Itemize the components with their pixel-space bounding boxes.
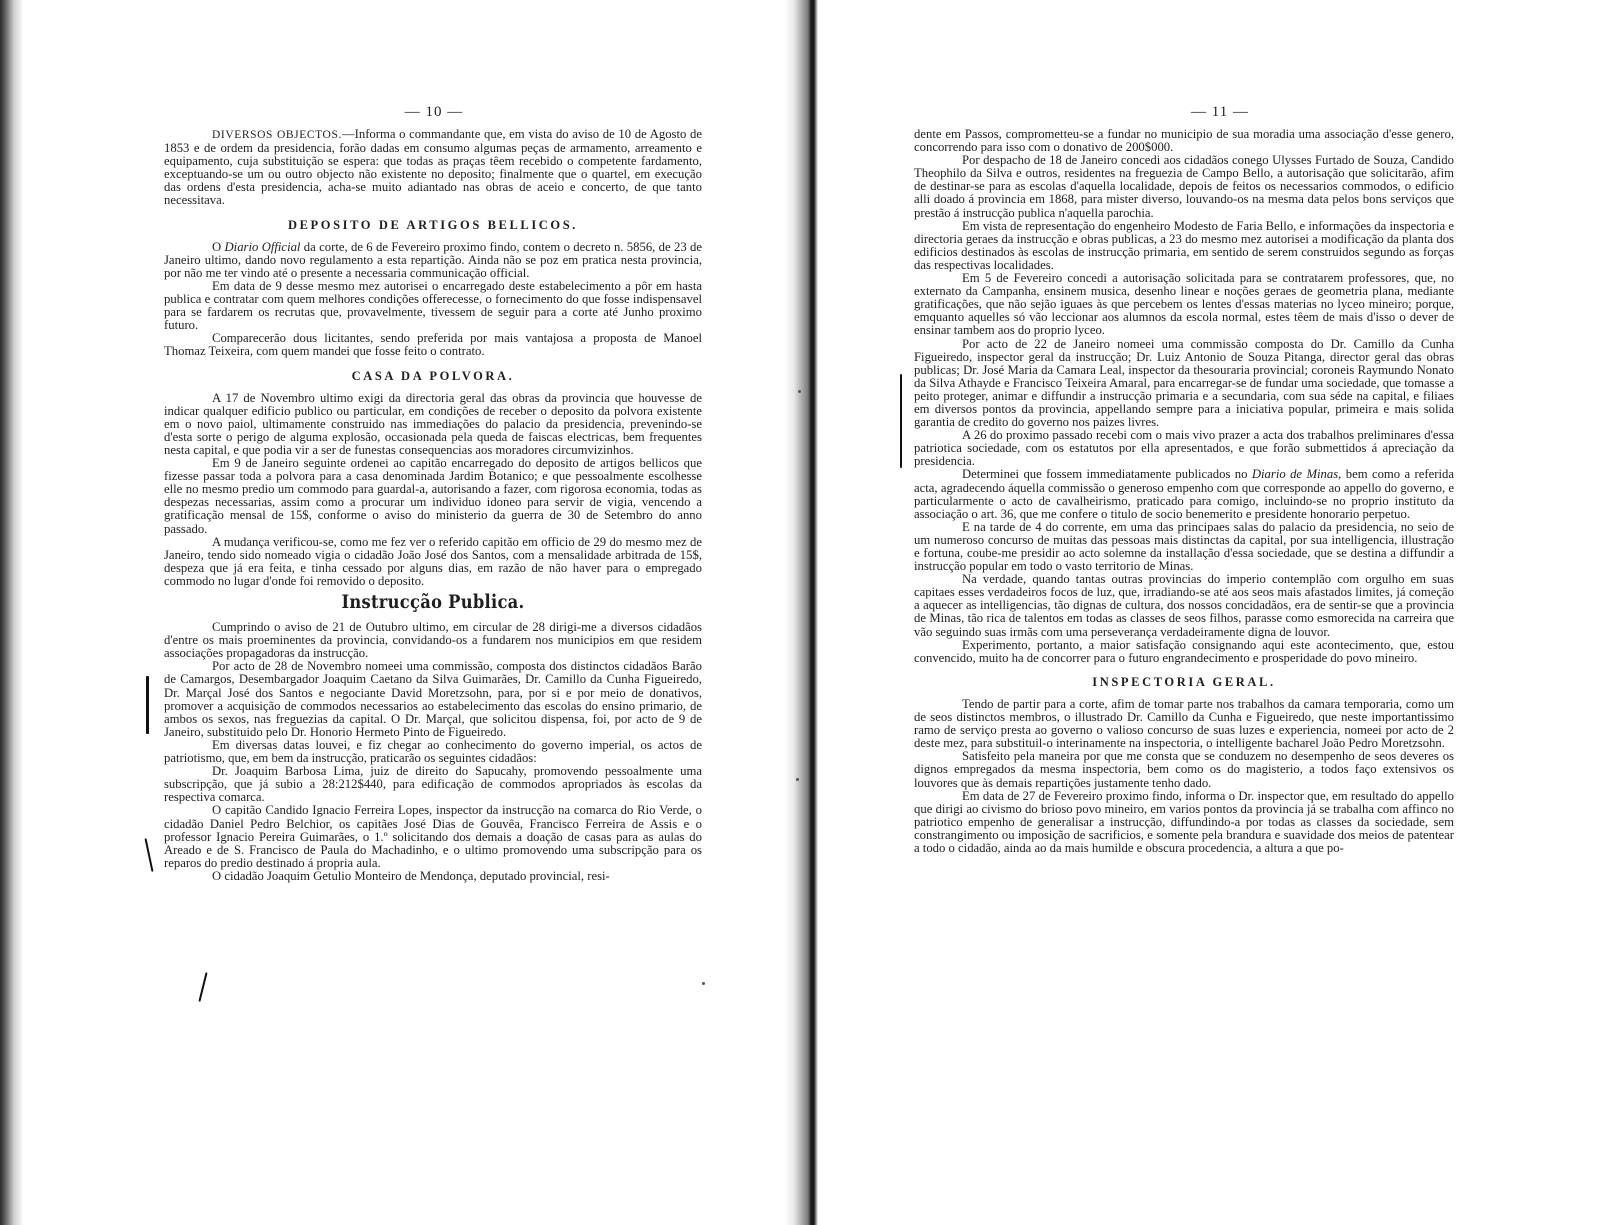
paragraph: dente em Passos, comprometteu-se a fundar no municipio de sua moradia uma associação d'esse genero, concorrendo para isso com o donativo de 200$000. <box>914 127 1454 155</box>
paragraph: A mudança verificou-se, como me fez ver o referido capitão em officio de 29 do mesmo mez de Janeiro, tendo sido nomeado vigia o cidadão João José dos Santos, com a mensalidade arbitrada de 15$, despeza que já era feita, e tinha cessado por alguns dias, em razão de não haver para o empregado commodo no lugar d'onde foi removido o deposito. <box>164 534 702 588</box>
text-column <box>164 128 702 883</box>
page-edge-shadow <box>0 0 22 1225</box>
paragraph: Em data de 27 de Fevereiro proximo findo, informa o Dr. inspector que, em resultado do appello que dirigi ao civismo do brioso povo mineiro, em varios pontos da provincia já se trabalha com affinco no patriotico empenho de generalisar a instrucção, diffundindo-a por todas as classes da sociedade, sem constrangimento ou imposição de sacrificios, e somente pela brandura e suavidade dos meios de patentear a todo o cidadão, ainda ao da mais humilde e obscura procedencia, a altura a que po- <box>914 788 1454 855</box>
page-number: — 10 — <box>404 104 464 120</box>
section-heading: CASA DA POLVORA. <box>351 368 515 383</box>
paragraph: Cumprindo o aviso de 21 de Outubro ultimo, em circular de 28 dirigi-me a diversos cidadãos d'entre os mais proeminentes da provincia, convidando-os a fundarem nos municipios em que residem associações propagadoras da instrucção. <box>164 620 702 661</box>
paragraph: Por despacho de 18 de Janeiro concedi aos cidadãos conego Ulysses Furtado de Souza, Candido Theophilo da Silva e outros, residentes na freguezia de Campo Bello, a autorisação que solicitarão, afim de destinar-se para as escolas d'aquella localidade, depois de feitos os necessarios commodos, o edificio alli doado á provincia em 1868, para mister diverso, louvando-os na mesma data pelos bons serviços que prestão á instrucção publica n'aquella parochia. <box>914 153 1454 220</box>
margin-dot <box>702 982 705 985</box>
paragraph: Comparecerão dous licitantes, sendo preferida por mais vantajosa a proposta de Manoel Thomaz Teixeira, com quem mandei que fosse feito o contrato. <box>164 331 702 359</box>
margin-dot <box>796 778 799 781</box>
margin-mark <box>146 676 149 734</box>
left-page <box>22 0 784 1225</box>
margin-mark <box>198 972 207 1002</box>
paragraph: O capitão Candido Ignacio Ferreira Lopes, inspector da instrucção na comarca do Rio Verde, o cidadão Daniel Pedro Belchior, os capitães José Dias de Gouvêa, Francisco Ferreira de Assis e o professor Ignacio Pereira Guimarães, o 1.º solicitando dos demais a doação de casas para as aulas do Areado e de S. Francisco de Paula do Machadinho, e o ultimo promovendo uma subscripção para os reparos do predio destinado á propria aula. <box>164 803 702 870</box>
paragraph: Em 9 de Janeiro seguinte ordenei ao capitão encarregado do deposito de artigos bellicos que fizesse passar toda a polvora para a casa denominada Jardim Botanico; e que pessoalmente escolhesse elle no mesmo predio um commodo para guardal-a, autorisando a fazer, com rigorosa economia, todas as despezas necessarias, assim como a procurar um individuo idoneo para servir de vigia, vencendo a gratificação mensal de 15$, conforme o aviso do ministerio da guerra de 30 de Setembro do anno passado. <box>164 456 702 536</box>
paragraph: Na verdade, quando tantas outras provincias do imperio contemplão com orgulho em suas capitaes esses verdadeiros focos de luz, que, irradiando-se até aos seos mais afastados limites, já começão a aquecer as intelligencias, tão dignas de cultura, dos nossos concidadãos, era de sentir-se que a provincia de Minas, tão rica de talentos em todas as classes de seos filhos, parasse como esmorecida na carreira que vão seguindo suas irmãs com uma perseverança verdadeiramente digna de louvor. <box>914 572 1454 639</box>
book-gutter <box>784 0 818 1225</box>
page-number: — 11 — <box>1191 104 1249 120</box>
paragraph: Tendo de partir para a corte, afim de tomar parte nos trabalhos da camara temporaria, como um de seos distinctos membros, o illustrado Dr. Camillo da Cunha e Figueiredo, que neste importantissimo ramo de serviço presta ao governo o valioso concurso de suas luzes e experiencia, nomeei por acto de 2 deste mez, para substituil-o interinamente na inspectoria, o intelligente bacharel João Pedro Moretzsohn. <box>914 696 1454 751</box>
paragraph: Em diversas datas louvei, e fiz chegar ao conhecimento do governo imperial, os actos de patriotismo, que, em bem da instrucção, praticarão os seguintes cidadãos: <box>164 737 702 766</box>
section-heading: DEPOSITO DE ARTIGOS BELLICOS. <box>287 217 579 232</box>
text-column <box>914 128 1454 855</box>
paragraph: Por acto de 28 de Novembro nomeei uma commissão, composta dos distinctos cidadãos Barão de Camargos, Desembargador Joaquim Caetano da Silva Guimarães, Dr. Camillo da Cunha Figueiredo, Dr. Marçal José dos Santos e negociante David Moretzsohn, para, por si e por meio de donativos, promover a acquisição de commodos necessarios ao estabelecimento das escolas do ensino primario, de ambos os sexos, nas freguezias da capital. O Dr. Marçal, que solicitou dispensa, foi, por acto de 9 de Janeiro, substituido pelo Dr. Honorio Hermeto Pinto de Figueiredo. <box>164 659 702 739</box>
paragraph: Em data de 9 desse mesmo mez autorisei o encarregado deste estabelecimento a pôr em hasta publica e contratar com quem melhores condições offerecesse, o fornecimento do que fosse indispensavel para se fardarem os recrutas que, provavelmente, tivessem de seguir para a corte até Junho proximo futuro. <box>164 278 702 333</box>
chapter-heading: Instrucção Publica. <box>341 591 525 613</box>
paragraph: A 17 de Novembro ultimo exigi da directoria geral das obras da provincia que houvesse de indicar qualquer edificio publico ou particular, em condições de receber o deposito da polvora existente em o novo paiol, ultimamente construido nas immediações do palacio da presidencia, prevenindo-se d'esta sorte o perigo de alguma explosão, occasionada pela queda de faiscas electricas, bem frequentes nesta capital, e que podia vir a ser de funestas consequencias aos moradores circumvizinhos. <box>164 390 702 457</box>
paragraph: O Diario Official da corte, de 6 de Fevereiro proximo findo, contem o decreto n. 5856, de 23 de Janeiro ultimo, dando novo regulamento a esta repartição. Ainda não se poz em pratica nesta provincia, por não me ter vindo até o presente a necessaria communicação official. <box>164 239 703 280</box>
section-heading: INSPECTORIA GERAL. <box>1092 674 1276 689</box>
paragraph: E na tarde de 4 do corrente, em uma das principaes salas do palacio da presidencia, no seio de um numeroso concurso de muitas das pessoas mais distinctas da capital, por sua intelligencia, illustração e fortuna, coube-me presidir ao acto solemne da installação d'essa sociedade, que se destina a diffundir a instrucção popular em todo o vasto territorio de Minas. <box>914 519 1454 574</box>
margin-dot <box>798 390 801 393</box>
paragraph: Determinei que fossem immediatamente publicados no Diario de Minas, bem como a referida acta, agradecendo áquella commissão o generoso empenho com que corresponde ao appello do governo, e particularmente o acto de cavalheirismo, praticado para comigo, incluindo-se no proprio instituto da associação o art. 36, que me confere o titulo de socio benemerito e presidente honorario perpetuo. <box>914 467 1454 521</box>
paragraph: Experimento, portanto, a maior satisfação consignando aqui este acontecimento, que, estou convencido, muito ha de concorrer para o futuro engrandecimento e prosperidade do povo mineiro. <box>914 637 1454 665</box>
right-page <box>818 0 1600 1225</box>
run-in-label: DIVERSOS OBJECTOS. <box>212 129 342 141</box>
paragraph: DIVERSOS OBJECTOS.—Informa o commandante que, em vista do aviso de 10 de Agosto de 1853 e de ordem da presidencia, forão dadas em consumo algumas peças de armamento, arreamento e equipamento, cuja substituição se espera: que todas as praças têem recebido o competente fardamento, exceptuando-se um ou outro objecto não existente no deposito; finalmente que o quartel, em execução das ordens d'esta presidencia, acha-se muito adiantado nas obras de aceio e concerto, de que tanto necessitava. <box>164 127 702 208</box>
paragraph: A 26 do proximo passado recebi com o mais vivo prazer a acta dos trabalhos preliminares d'essa patriotica sociedade, com os estatutos por ella apresentados, e que forão submettidos á apreciação da presidencia. <box>914 428 1454 469</box>
paragraph: Em 5 de Fevereiro concedi a autorisação solicitada para se contratarem professores, que, no externato da Campanha, ensinem musica, desenho linear e noções geraes de geometria plana, mediante gratificações, que não sejão iguaes às que percebem os lentes d'essas materias no lyceo mineiro; porque, emquanto aquelles só vão leccionar aos alumnos da escola normal, estes têem de mais d'isso o dever de ensinar tambem aos do proprio lyceo. <box>914 271 1454 338</box>
margin-mark <box>900 374 902 468</box>
paragraph: O cidadão Joaquim Getulio Monteiro de Mendonça, deputado provincial, resi- <box>212 868 610 883</box>
paragraph: Dr. Joaquim Barbosa Lima, juiz de direito do Sapucahy, promovendo pessoalmente uma subscripção, que já subio a 28:212$440, para edificação de commodos apropriados às escolas da respectiva comarca. <box>164 764 702 805</box>
margin-mark <box>144 838 153 872</box>
paragraph: Por acto de 22 de Janeiro nomeei uma commissão composta do Dr. Camillo da Cunha Figueiredo, inspector geral da instrucção; Dr. Luiz Antonio de Souza Pitanga, director geral das obras publicas; Dr. José Maria da Camara Leal, inspector da thesouraria provincial; coroneis Raymundo Nonato da Silva Athayde e Francisco Teixeira Amaral, para encarregar-se de fundar uma sociedade, que tomasse a peito proteger, animar e diffundir a instrucção primaria e a secundaria, com sua séde na capital, e filiaes em diversos pontos da provincia, appellando sempre para a iniciativa popular, primeira e mais solida garantia de credito do governo nos paizes livres. <box>914 336 1454 430</box>
publication-title: Diario Official <box>224 239 301 254</box>
paragraph: Satisfeito pela maneira por que me consta que se conduzem no desempenho de seos deveres os dignos empregados da mesma inspectoria, bem como os do magisterio, a todos faço extensivos os louvores que às demais repartições justamente tenho dado. <box>914 749 1454 790</box>
publication-title: Diario de Minas <box>1251 467 1339 482</box>
paragraph: Em vista de representação do engenheiro Modesto de Faria Bello, e informações da inspectoria e directoria geraes da instrucção e obras publicas, a 23 do mesmo mez autorisei a modificação da planta dos edificios destinados às escolas de instrucção primaria, em sentido de serem construidos segundo as forças das respectivas localidades. <box>914 218 1454 272</box>
